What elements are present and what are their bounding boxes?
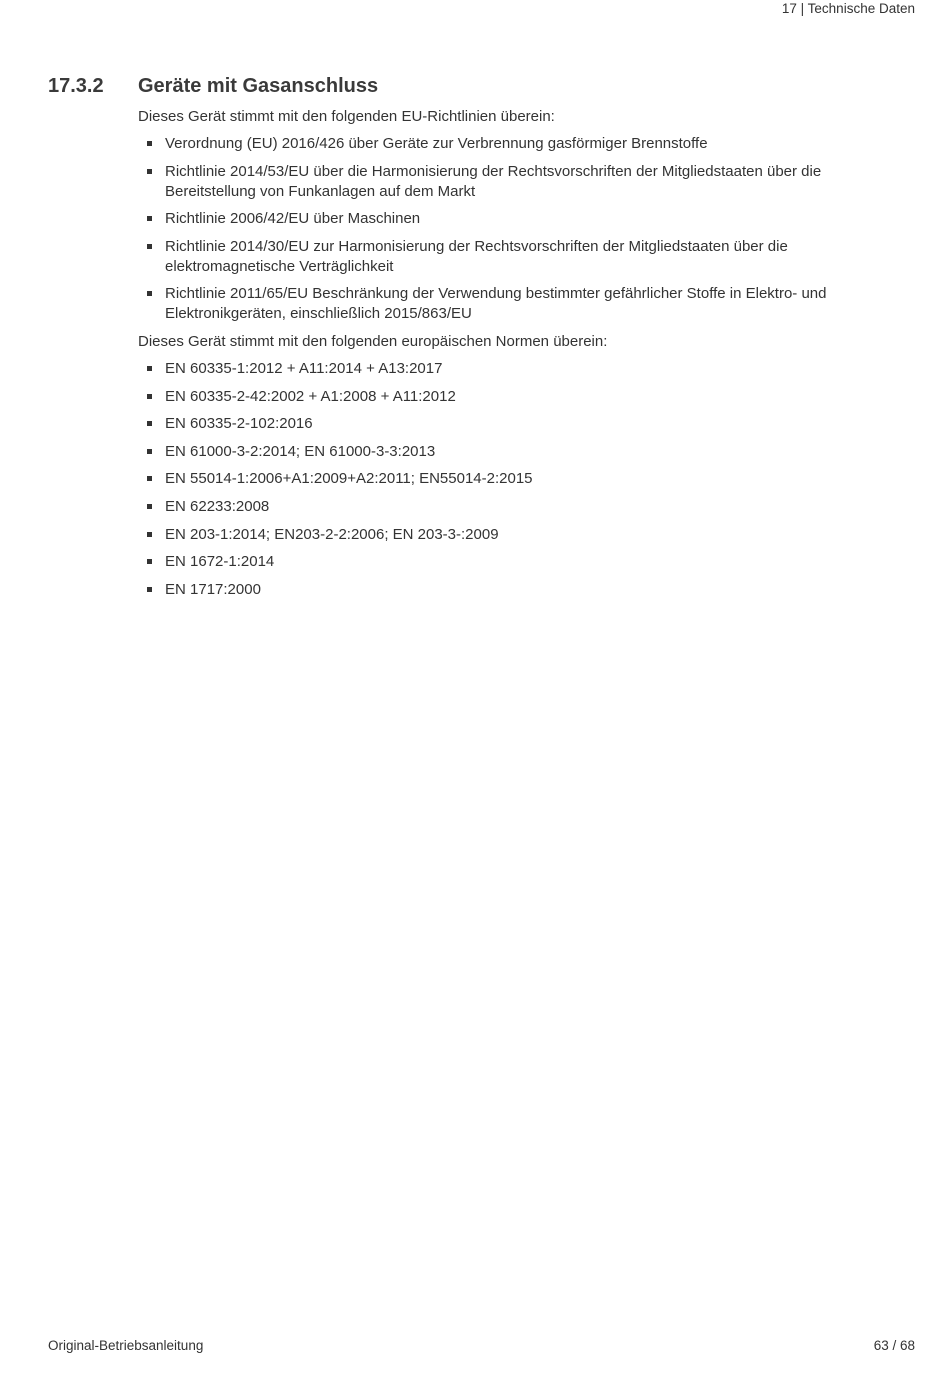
standard-text: EN 1717:2000: [165, 580, 261, 598]
list-item: [138, 497, 878, 517]
section-body: [138, 107, 878, 607]
standard-text: EN 60335-1:2012 + A11:2014 + A13:2017: [165, 359, 443, 377]
directives-list: [138, 134, 878, 324]
bullet-square-icon: [147, 394, 152, 399]
directive-text: Verordnung (EU) 2016/426 über Geräte zur Verbrennung gasförmiger Brennstoffe: [165, 135, 708, 152]
standard-text: EN 60335-2-42:2002 + A1:2008 + A11:2012: [165, 387, 456, 405]
list-item: [138, 284, 878, 324]
bullet-square-icon: [147, 504, 152, 509]
bullet-square-icon: [147, 141, 152, 146]
list-item: [138, 209, 878, 229]
list-item: [138, 552, 878, 572]
directive-text: Richtlinie 2006/42/EU über Maschinen: [165, 210, 421, 228]
bullet-square-icon: [147, 169, 152, 174]
directive-text: Richtlinie 2014/30/EU zur Harmonisierung der Rechtsvorschriften der Mitgliedstaaten über die elektromagnetische Verträglichkeit: [165, 237, 788, 275]
standards-list: [138, 359, 878, 600]
directive-text: Richtlinie 2011/65/EU Beschränkung der Verwendung bestimmter gefährlicher Stoffe in Elektro- und Elektronikgeräten, einschließlich 2015/863/EU: [165, 285, 827, 323]
standard-text: EN 55014-1:2006+A1:2009+A2:2011; EN55014-2:2015: [165, 470, 533, 488]
standards-intro: Dieses Gerät stimmt mit den folgenden europäischen Normen überein:: [138, 332, 608, 350]
list-item: [138, 134, 878, 154]
list-item: [138, 359, 878, 379]
list-item: [138, 387, 878, 407]
list-item: [138, 580, 878, 600]
footer-document-name: Original-Betriebsanleitung: [48, 1338, 204, 1353]
list-item: [138, 237, 878, 277]
standard-text: EN 62233:2008: [165, 497, 270, 515]
bullet-square-icon: [147, 421, 152, 426]
section-title: Geräte mit Gasanschluss: [138, 75, 379, 97]
bullet-square-icon: [147, 559, 152, 564]
bullet-square-icon: [147, 587, 152, 592]
directive-text: Richtlinie 2014/53/EU über die Harmonisierung der Rechtsvorschriften der Mitgliedstaaten über die Bereitstellung von Funkanlagen auf dem Markt: [165, 162, 822, 200]
running-header: 17 | Technische Daten: [781, 1, 915, 16]
directives-intro: Dieses Gerät stimmt mit den folgenden EU-Richtlinien überein:: [138, 108, 555, 125]
section-number: 17.3.2: [48, 75, 104, 97]
list-item: [138, 414, 878, 434]
bullet-square-icon: [147, 244, 152, 249]
bullet-square-icon: [147, 291, 152, 296]
list-item: [138, 469, 878, 489]
bullet-square-icon: [147, 366, 152, 371]
standard-text: EN 203-1:2014; EN203-2-2:2006; EN 203-3-:2009: [165, 525, 499, 543]
list-item: [138, 162, 878, 202]
bullet-square-icon: [147, 532, 152, 537]
bullet-square-icon: [147, 476, 152, 481]
standard-text: EN 61000-3-2:2014; EN 61000-3-3:2013: [165, 442, 436, 460]
standard-text: EN 1672-1:2014: [165, 553, 275, 571]
list-item: [138, 525, 878, 545]
bullet-square-icon: [147, 216, 152, 221]
list-item: [138, 442, 878, 462]
standard-text: EN 60335-2-102:2016: [165, 415, 313, 433]
footer-page-indicator: 63 / 68: [873, 1338, 915, 1353]
bullet-square-icon: [147, 449, 152, 454]
